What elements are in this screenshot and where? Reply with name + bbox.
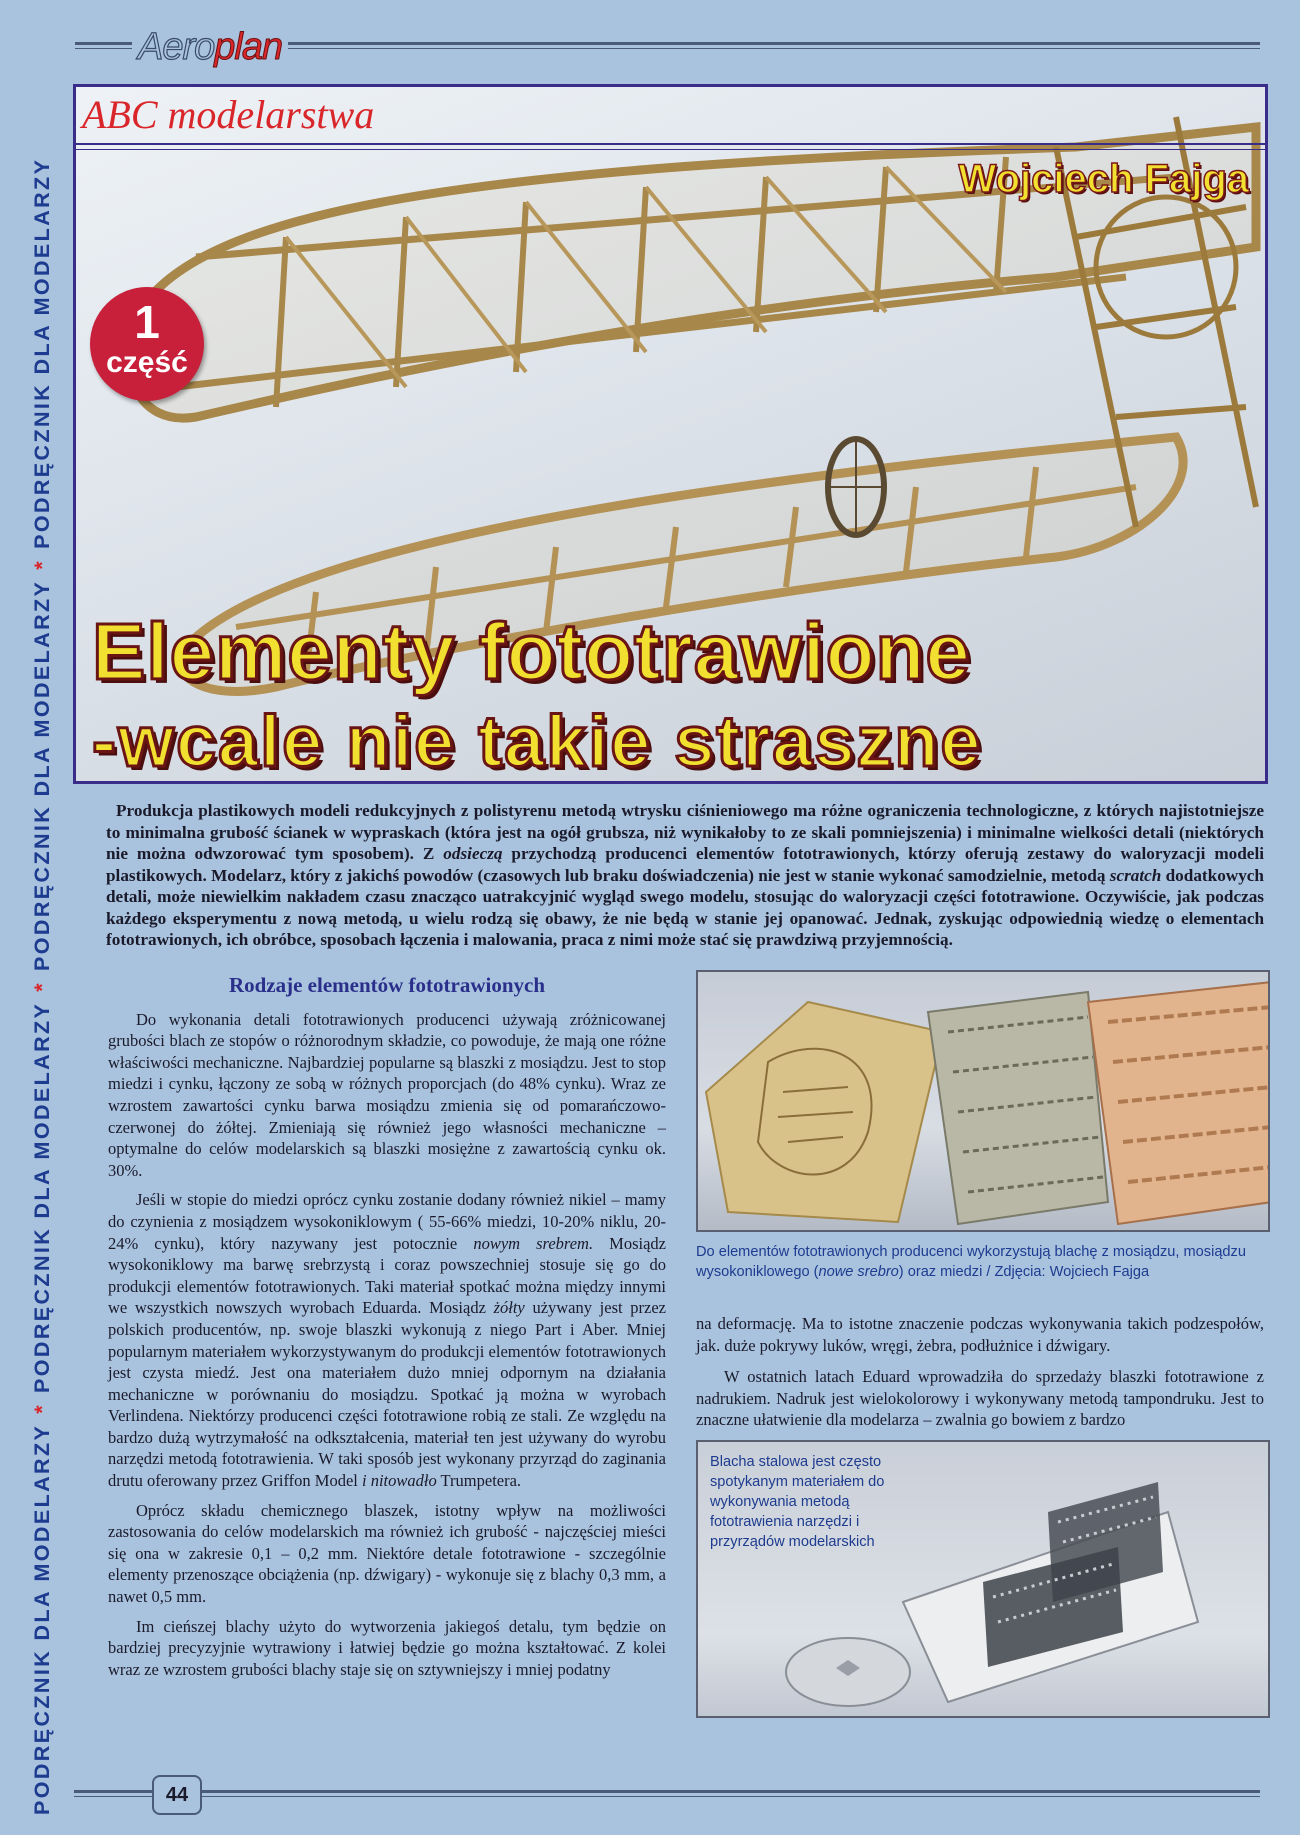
article-title [92,607,1262,784]
section-title: ABC modelarstwa [82,92,375,137]
logo-part-plan: plan [214,26,283,68]
sidebar-segment: PODRĘCZNIK DLA MODELARZY [30,1001,54,1393]
title-line-2: -wcale nie takie straszne [92,702,983,782]
lead-emphasis: scratch [1109,865,1162,885]
landing-wheel [828,439,884,535]
body-paragraph: Oprócz składu chemicznego blaszek, istotny wpływ na możliwości zastosowania do celów modelarskich ma również ich grubość - najczęściej mieści się ona w zakresie 0,1 – 0,2 mm. Niektóre detale fototrawione - szczególnie elementy przenoszące obciążenia (np. dźwigary) - wykonuje się z blachy 0,3 mm, a nawet 0,5 mm. [108,1500,666,1607]
lead-emphasis: odsieczą [443,844,503,863]
body-emphasis: żółty [493,1298,525,1318]
copper-sheet [1088,982,1270,1224]
photo1-caption [696,1242,1270,1282]
aeroplan-logo [132,26,288,69]
caption-text: ) oraz miedzi / Zdjęcia: Wojciech Fajga [898,1264,1150,1280]
hero-photo [73,84,1268,784]
section-rule [76,143,1265,145]
separator-star: * [30,1402,54,1414]
sidebar-segment: PODRĘCZNIK DLA MODELARZY [30,579,54,971]
part-word: część [106,346,188,379]
left-column [108,975,666,1688]
lead-text: przychodzą producenci elementów fototrawionych, którzy oferują zestawy do waloryzacji modeli plastikowych. Modelarz, który z jakichś powodów (czasowych lub braku doświadczenia) nie jest w stanie wykonać samodzielnie, metodą [106,844,1264,885]
body-emphasis: nowym srebrem. [473,1233,594,1253]
brass-sheet [706,1002,943,1222]
footer-rule-thin [74,1796,1260,1797]
part-number: 1 [134,296,160,348]
body-paragraph: Im cieńszej blachy użyto do wytworzenia jakiegoś detalu, tym będzie on bardziej precyzyjnie wytrawiony i łatwiej będzie go można kształtować. Z kolei wraz ze wzrostem grubości blachy staje się on sztywniejszy i mniej podatny [108,1616,666,1679]
caption-text: Do elementów fototrawionych producenci wykorzystują blachę z mosiądzu, mosiądzu wysokoniklowego ( [696,1244,1246,1280]
page-number: 44 [152,1775,202,1815]
footer-rule [74,1790,1260,1793]
logo-part-aero: Aero [138,26,215,68]
article-subheading: Rodzaje elementów fototrawionych [228,973,546,997]
body-paragraph: Do wykonania detali fototrawionych producenci używają zróżnicowanej grubości blach ze stopów o różnorodnym składzie, co powoduje, że mają one różne właściwości mechaniczne. Najbardziej popularne są blaszki z mosiądzu. Jest to stop miedzi i cynku, łączony ze sobą w różnych proporcjach (do 48% cynku). Wraz ze wzrostem zawartości cynku barwa mosiądzu zmienia się od pomarańczowo-czerwonej do żółtej. Zmieniają się również jego własności mechaniczne – optymalne do celów modelarskich są blaszki mosiężne z zawartością cynku ok. 30%. [108,1009,666,1180]
caption-emphasis: nowe srebro [818,1264,899,1280]
photo-etch-sheets [696,970,1270,1232]
title-line-1: Elementy fototrawione [92,607,971,696]
photo-steel-tools [696,1440,1270,1718]
lead-text: Produkcja plastikowych modeli redukcyjnych z polistyrenu metodą wtrysku ciśnieniowego ma różne ograniczenia technologiczne, z których najistotniejsze to minimalna grubość ścianek w wypraskach (która jest na ogół grubsza, niż wynikałoby to ze skali pomniejszenia) i minimalne wielkości detali (niektórych nie można odwzorować tym sposobem). Z [106,801,1264,863]
lead-paragraph [106,800,1264,951]
body-paragraph [108,1189,666,1491]
sidebar-segment: PODRĘCZNIK DLA MODELARZY [30,157,54,549]
body-text: Mosiądz wysokoniklowy ma barwę srebrzystą i coraz powszechniej stosuje się go do produkcji elementów fototrawionych. Taki materiał spotkać można między innymi we wszystkich nowszych wyrobach Eduarda. Mosiądz [108,1233,666,1318]
part-badge [90,287,204,401]
author-name: Wojciech Fajga [958,157,1249,201]
sidebar-vertical-label [30,158,55,1815]
section-rule-thin [76,149,1265,150]
separator-star: * [30,558,54,570]
body-paragraph: na deformację. Ma to istotne znaczenie podczas wykonywania takich podzespołów, jak. duże pokrywy luków, wręgi, żebra, podłużnice i dźwigary. [696,1314,1264,1355]
body-text: Trumpetera. [436,1471,522,1491]
right-column [696,1313,1264,1441]
sidebar-segment: PODRĘCZNIK DLA MODELARZY [30,1423,54,1815]
body-paragraph: W ostatnich latach Eduard wprowadziła do sprzedaży blaszki fototrawione z nadrukiem. Nadruk jest wielokolorowy i wykonywany metodą tampondruku. Jest to znaczne ułatwienie dla modelarza – zwalnia go bowiem z bardzo [696,1367,1264,1430]
round-disc [786,1638,910,1706]
sidebar-strip [0,0,62,1835]
nickel-silver-sheet [928,992,1108,1224]
body-text: Jeśli w stopie do miedzi oprócz cynku zostanie dodany również nikiel – mamy do czynienia z mosiądzem wysokoniklowym ( 55-66% miedzi, 10-20% niklu, 20-24% cynku), który nazywany jest potocznie [108,1190,666,1253]
photo2-caption: Blacha stalowa jest często spotykanym materiałem do wykonywania metodą fototrawienia narzędzi i przyrządów modelarskich [710,1454,885,1550]
body-text: używany jest przez polskich producentów, np. swoje blaszki wykonują z niego Part i Aber. Mniej popularnym materiałem wykorzystywanym do produkcji elementów fototrawionych jest czysta miedź. Jest ona materiałem dużo mniej odpornym na działania mechaniczne w porównaniu do mosiądzu. Spotkać ją można w wyrobach Verlindena. Niektórzy producenci części fototrawione robią ze stali. Ze względu na bardzo dużą wytrzymałość na odkształcenia, materiał ten jest używany do wyrobu narzędzi metodą fototrawienia. W taki sposób jest wykonany przyrząd do zaginania drutu oferowany przez Griffon Model [108,1298,666,1491]
lead-text: dodatkowych detali, może niewielkim nakładem czasu znacząco uatrakcyjnić wygląd swego modelu, stosując do waloryzacji części fototrawione. Oczywiście, jak podczas każdego eksperymentu z nową metodą, u wielu rodzą się obawy, że nie będą w stanie jej opanować. Jednak, zyskując odpowiednią wiedzę o elementach fototrawionych, ich obróbce, sposobach łączenia i malowania, praca z nimi może stać się prawdziwą przyjemnością. [106,865,1264,949]
etch-sheets-illustration [698,972,1270,1232]
separator-star: * [30,980,54,992]
body-emphasis: i nitowadło [362,1471,437,1491]
